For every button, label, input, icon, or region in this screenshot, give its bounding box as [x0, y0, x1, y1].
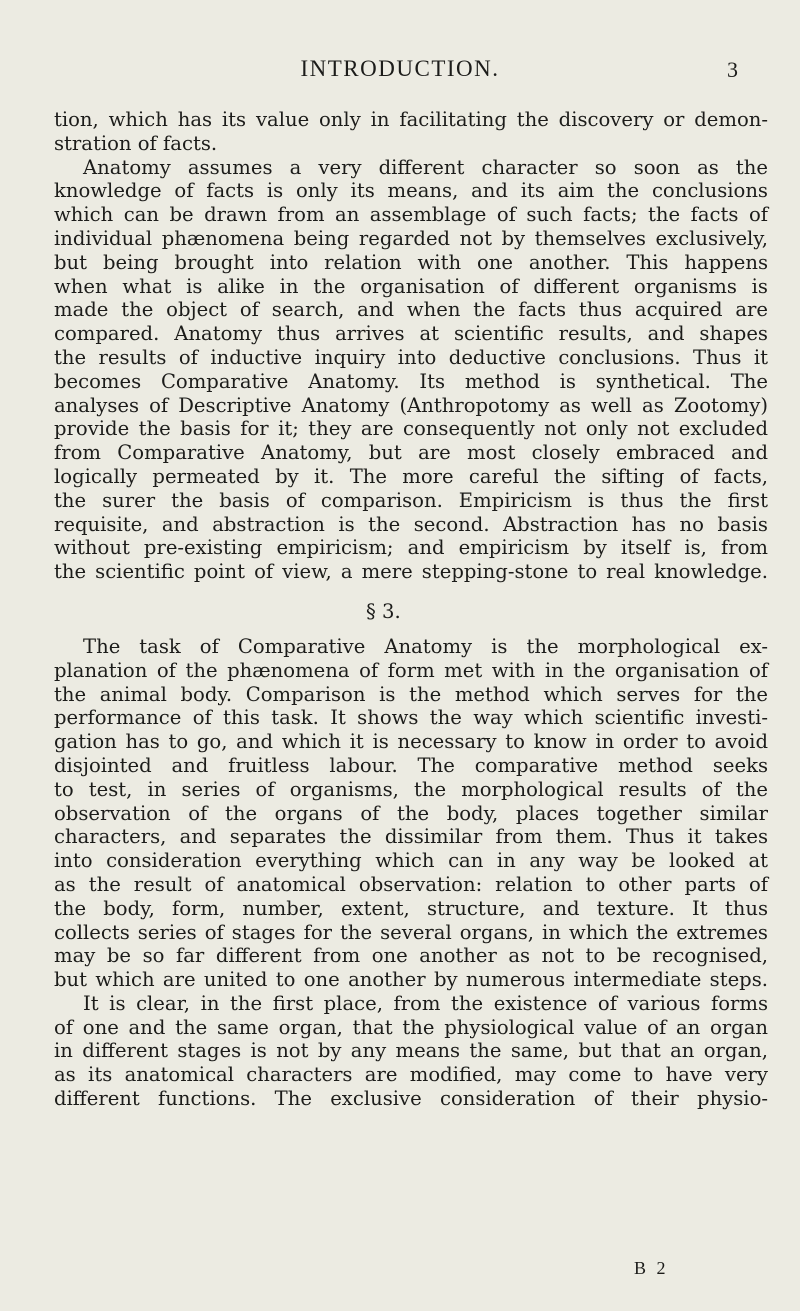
text-line: becomes Comparative Anatomy. Its method is synthetical. The	[54, 369, 768, 393]
text-line: to test, in series of organisms, the morphological results of the	[54, 777, 768, 801]
text-line: observation of the organs of the body, places together similar	[54, 801, 768, 825]
text-line: when what is alike in the organisation of different organisms is	[54, 274, 768, 298]
text-line: the body, form, number, extent, structure, and texture. It thus	[54, 896, 768, 920]
text-line: which can be drawn from an assemblage of such facts; the facts of	[54, 203, 768, 227]
text-line: individual phænomena being regarded not by themselves exclusively,	[54, 226, 768, 250]
text-line: as its anatomical characters are modified, may come to have very	[54, 1063, 768, 1087]
page-header	[0, 56, 800, 86]
text-line: in different stages is not by any means the same, but that an organ,	[54, 1039, 768, 1063]
text-line: as the result of anatomical observation: relation to other parts of	[54, 872, 768, 896]
text-line: the scientific point of view, a mere stepping-stone to real knowledge.	[54, 560, 768, 584]
text-line: The task of Comparative Anatomy is the morphological ex-	[83, 634, 768, 658]
text-line: from Comparative Anatomy, but are most closely embraced and	[54, 441, 768, 465]
signature-mark: B 2	[634, 1258, 669, 1278]
text-line: requisite, and abstraction is the second. Abstraction has no basis	[54, 512, 768, 536]
text-line: compared. Anatomy thus arrives at scientific results, and shapes	[54, 322, 768, 346]
text-line: the surer the basis of comparison. Empiricism is thus the first	[54, 488, 768, 512]
text-line: without pre-existing empiricism; and empiricism by itself is, from	[54, 536, 768, 560]
page-number: 3	[727, 57, 738, 82]
text-line: but being brought into relation with one another. This happens	[54, 250, 768, 274]
text-line: knowledge of facts is only its means, and its aim the conclusions	[54, 179, 768, 203]
text-line: Anatomy assumes a very different character so soon as the	[83, 155, 768, 179]
text-line: stration of facts.	[54, 131, 218, 155]
text-line: made the object of search, and when the facts thus acquired are	[54, 298, 768, 322]
text-line: It is clear, in the first place, from the existence of various forms	[83, 991, 768, 1015]
text-line: collects series of stages for the several organs, in which the extremes	[54, 920, 768, 944]
text-line: tion, which has its value only in facilitating the discovery or demon-	[54, 108, 768, 131]
text-line: provide the basis for it; they are consequently not only not excluded	[54, 417, 768, 441]
text-line: the animal body. Comparison is the method which serves for the	[54, 682, 768, 706]
running-head: INTRODUCTION.	[300, 56, 500, 81]
body-text	[54, 108, 768, 1111]
text-line: different functions. The exclusive consideration of their physio-	[54, 1087, 768, 1111]
text-line: may be so far different from one another as not to be recognised,	[54, 944, 768, 968]
text-line: but which are united to one another by numerous intermediate steps.	[54, 968, 768, 992]
text-line: planation of the phænomena of form met with in the organisation of	[54, 658, 768, 682]
text-line: performance of this task. It shows the way which scientific investi-	[54, 706, 768, 730]
text-line: the results of inductive inquiry into deductive conclusions. Thus it	[54, 345, 768, 369]
text-line: characters, and separates the dissimilar from them. Thus it takes	[54, 825, 768, 849]
text-line: gation has to go, and which it is necessary to know in order to avoid	[54, 730, 768, 754]
text-line: logically permeated by it. The more careful the sifting of facts,	[54, 464, 768, 488]
text-line: into consideration everything which can in any way be looked at	[54, 849, 768, 873]
text-line: disjointed and fruitless labour. The comparative method seeks	[54, 753, 768, 777]
text-line: of one and the same organ, that the physiological value of an organ	[54, 1015, 768, 1039]
text-line: analyses of Descriptive Anatomy (Anthropotomy as well as Zootomy)	[54, 393, 768, 417]
section-heading: § 3.	[366, 599, 401, 623]
